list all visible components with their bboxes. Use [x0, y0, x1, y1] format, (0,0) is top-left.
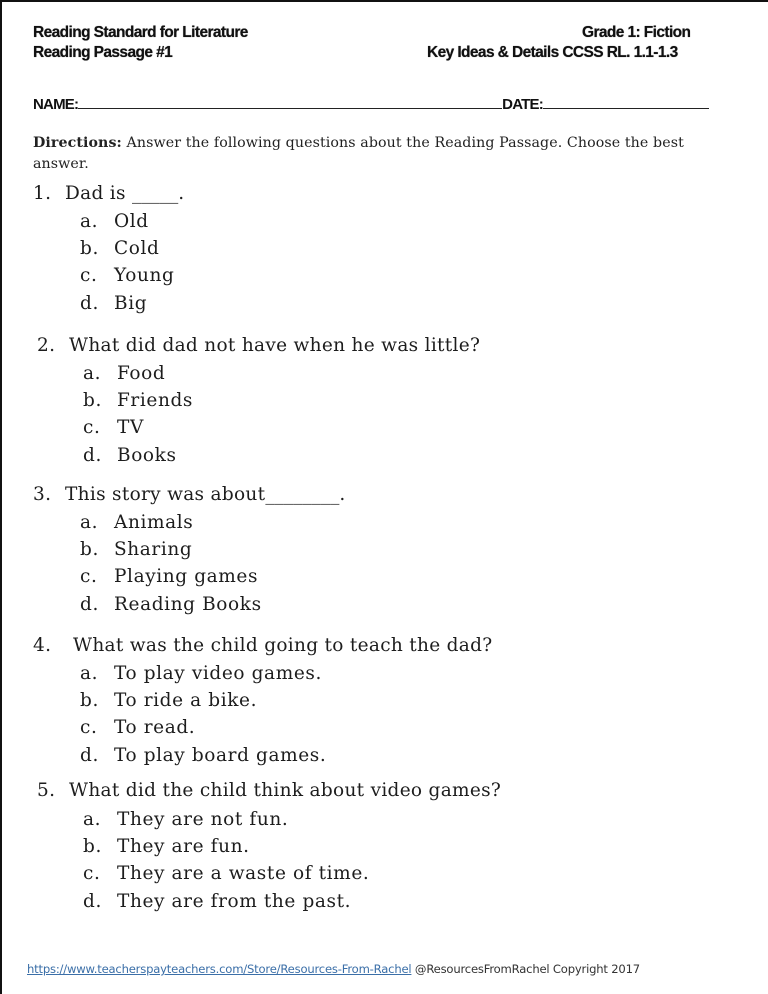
option-text: Reading Books: [114, 593, 262, 615]
option-text: TV: [117, 417, 144, 439]
option-a[interactable]: [80, 509, 262, 536]
name-field[interactable]: [78, 94, 502, 109]
question-1-options: [80, 208, 174, 317]
directions-label: Directions:: [33, 135, 122, 151]
option-d[interactable]: [80, 591, 262, 618]
store-link[interactable]: https://www.teacherspayteachers.com/Store/Resources-From-Rachel: [27, 962, 412, 976]
question-5: [37, 780, 501, 801]
question-3: [33, 484, 346, 505]
option-letter: d.: [83, 444, 102, 466]
passage-title: Reading Passage #1: [33, 44, 173, 61]
option-text: To play video games.: [114, 663, 322, 684]
question-2: [37, 335, 480, 356]
option-letter: a.: [80, 663, 99, 684]
question-text: What did dad not have when he was little?: [69, 335, 481, 356]
footer: [27, 962, 640, 976]
option-b[interactable]: [83, 387, 193, 414]
option-d[interactable]: [80, 742, 326, 769]
question-text: What did the child think about video games?: [69, 780, 502, 801]
option-b[interactable]: [80, 235, 174, 262]
question-2-options: [83, 360, 193, 469]
question-1: [33, 183, 184, 204]
option-letter: a.: [80, 512, 99, 533]
directions-text: Answer the following questions about the Reading Passage. Choose the best answer.: [33, 135, 684, 172]
option-text: Young: [114, 265, 175, 287]
option-letter: b.: [83, 390, 102, 412]
copyright-text: @ResourcesFromRachel Copyright 2017: [411, 962, 640, 976]
option-c[interactable]: [80, 714, 326, 741]
option-letter: b.: [83, 836, 102, 858]
option-text: To ride a bike.: [114, 690, 258, 712]
option-text: Playing games: [114, 566, 259, 588]
option-letter: d.: [80, 593, 99, 615]
option-a[interactable]: [80, 660, 326, 687]
option-text: To read.: [114, 717, 196, 739]
answer-blank: _____: [131, 183, 179, 204]
option-text: Old: [114, 211, 149, 232]
option-text: They are a waste of time.: [117, 863, 370, 885]
option-letter: a.: [83, 363, 102, 384]
option-c[interactable]: [83, 860, 369, 887]
option-text: Sharing: [114, 539, 193, 561]
option-letter: c.: [83, 863, 101, 885]
option-letter: a.: [83, 809, 102, 830]
question-text: What was the child going to teach the dad?: [73, 635, 493, 656]
option-text: Friends: [117, 390, 193, 412]
option-a[interactable]: [80, 208, 174, 235]
option-text: Animals: [114, 512, 194, 533]
question-suffix: .: [339, 484, 346, 505]
standard-title: Reading Standard for Literature: [33, 24, 248, 41]
option-b[interactable]: [83, 833, 369, 860]
question-number: 5.: [37, 780, 56, 801]
option-c[interactable]: [80, 262, 174, 289]
option-text: Books: [117, 444, 177, 466]
name-label: NAME:: [33, 96, 79, 113]
answer-blank: ________: [265, 484, 340, 505]
option-d[interactable]: [83, 442, 193, 469]
question-5-options: [83, 806, 369, 915]
option-letter: b.: [80, 690, 99, 712]
option-letter: c.: [80, 265, 98, 287]
name-date-row: [33, 94, 709, 113]
option-letter: b.: [80, 539, 99, 561]
question-3-options: [80, 509, 262, 618]
option-a[interactable]: [83, 360, 193, 387]
option-letter: d.: [83, 890, 102, 912]
option-letter: c.: [80, 566, 98, 588]
option-c[interactable]: [83, 414, 193, 441]
option-text: To play board games.: [114, 744, 327, 766]
question-4: [33, 635, 493, 656]
question-number: 4.: [33, 635, 52, 656]
option-letter: b.: [80, 238, 99, 260]
option-c[interactable]: [80, 563, 262, 590]
question-text: Dad is: [65, 183, 132, 204]
option-d[interactable]: [80, 290, 174, 317]
date-field[interactable]: [543, 94, 709, 109]
directions: [33, 133, 743, 175]
question-4-options: [80, 660, 326, 769]
option-text: They are from the past.: [117, 890, 352, 912]
question-number: 2.: [37, 335, 56, 356]
option-b[interactable]: [80, 536, 262, 563]
option-text: Big: [114, 292, 148, 314]
option-a[interactable]: [83, 806, 369, 833]
grade-label: Grade 1: Fiction: [582, 24, 691, 41]
option-letter: c.: [83, 417, 101, 439]
option-text: They are fun.: [117, 836, 250, 858]
option-letter: a.: [80, 211, 99, 232]
option-text: Food: [117, 363, 166, 384]
option-letter: d.: [80, 292, 99, 314]
question-suffix: .: [178, 183, 185, 204]
option-text: Cold: [114, 238, 160, 260]
option-letter: c.: [80, 717, 98, 739]
option-d[interactable]: [83, 888, 369, 915]
option-text: They are not fun.: [117, 809, 289, 830]
date-label: DATE:: [502, 96, 543, 113]
standards-code: Key Ideas & Details CCSS RL. 1.1-1.3: [427, 44, 678, 61]
option-b[interactable]: [80, 687, 326, 714]
question-text: This story was about: [65, 484, 266, 505]
question-number: 1.: [33, 183, 52, 204]
question-number: 3.: [33, 484, 52, 505]
option-letter: d.: [80, 744, 99, 766]
